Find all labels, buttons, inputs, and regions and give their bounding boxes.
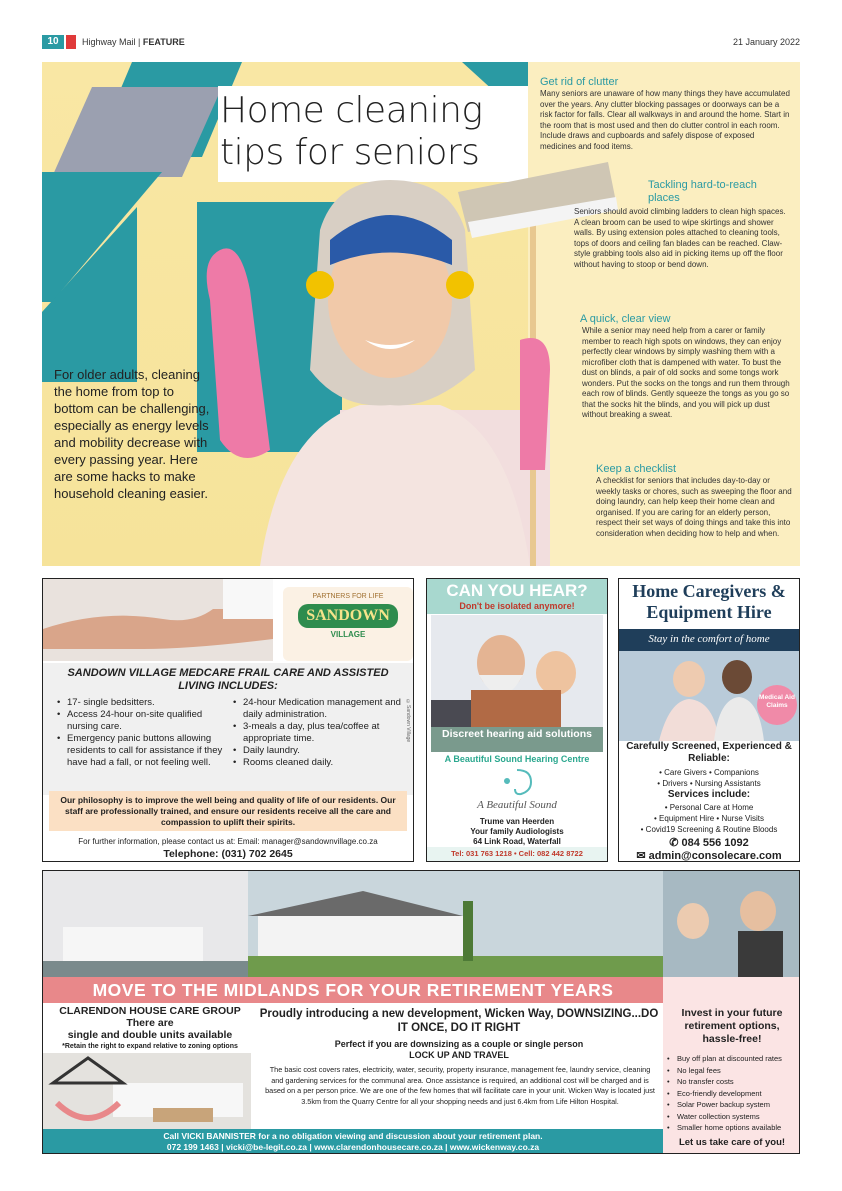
sandown-village-ad (42, 578, 414, 862)
hear-details: Trume van Heerden Your family Audiologists 64 Link Road, Waterfall (470, 817, 564, 846)
section-body-reach: Seniors should avoid climbing ladders to clean high spaces. A clean broom can be used to wipe skirtings and shower walls. By using extension poles attached to cleaning tools, tops of doors and ceiling fan blades can be reached. Claw-style grabbing tools also aid in picking items up off the floor without having to stoop or bend down. (574, 207, 786, 269)
care-tagline: Stay in the comfort of home (648, 633, 770, 645)
hear-logo: A Beautiful Sound (477, 799, 557, 811)
hear-title: CAN YOU HEAR? (446, 581, 588, 600)
care-phone: ✆ 084 556 1092 (669, 837, 749, 849)
ear-logo-icon (497, 767, 537, 797)
list-item: • Eco-friendly development (667, 1088, 797, 1100)
list-item: • No legal fees (667, 1065, 797, 1077)
retirement-photos (43, 871, 799, 977)
list-item: • Smaller home options available (667, 1122, 797, 1134)
list-item: • Water collection systems (667, 1111, 797, 1123)
invest-bullets (667, 1053, 797, 1134)
care-roles: • Care Givers • Companions • Drivers • Nursing Assistants (657, 768, 761, 788)
wicken-body: The basic cost covers rates, electricity, water, security, property insurance, management fee, laundry service, cleaning and gardening services for the communal area. Once assistance is required, an additional cost will be charged and is based on a per person price. We are one of the few homes that will facilitate care in your unit. Wicken Way is located just 3.5km from the Quarry Centre for all your shopping needs and just 6.4km from Life Hilton Hospital. (265, 1065, 655, 1106)
invest-title: Invest in your future retirement options, hassle-free! (681, 1007, 783, 1045)
sandown-title: SANDOWN VILLAGE MEDCARE FRAIL CARE AND ASSISTED LIVING INCLUDES: (67, 667, 389, 692)
hear-company: A Beautiful Sound Hearing Centre (444, 754, 590, 764)
sandown-left-list (57, 697, 225, 769)
lounge-photo (43, 1053, 251, 1131)
list-item: • Buy off plan at discounted rates (667, 1053, 797, 1065)
grandfather-child-photo (431, 615, 603, 727)
section-body-view: While a senior may need help from a carer or family member to reach high spots on windows, they can enjoy perfectly clear windows by simply washing them with a microfiber cloth that is dampened with water. To bust the dust on blinds, a pair of old socks and some tongs work wonders. Put the socks on the tongs and run them through each row of blinds. Gently squeeze the tongs as you go so that the socks hit the blinds, and you will pick up dust without breaking a sweat. (582, 326, 790, 419)
care-services-title: Services include: (667, 789, 751, 800)
care-services: • Personal Care at Home • Equipment Hire • Nurse Visits • Covid19 Screening & Routine Bloods (640, 803, 778, 834)
care-title: Home Caregivers & Equipment Hire (632, 581, 786, 622)
section-title-view: A quick, clear view (580, 313, 671, 325)
wicken-perfect: Perfect if you are downsizing as a couple or single person (334, 1039, 584, 1049)
invest-slogan: Let us take care of you! (678, 1137, 786, 1148)
header-accent (66, 35, 76, 49)
sandown-phone: Telephone: (031) 702 2645 (163, 848, 293, 860)
section-title-checklist: Keep a checklist (596, 463, 677, 475)
list-item: • No transfer costs (667, 1076, 797, 1088)
hearing-centre-ad (426, 578, 608, 862)
list-item: • Rooms cleaned daily. (233, 757, 401, 769)
hear-phones: Tel: 031 763 1218 • Cell: 082 442 8722 (427, 847, 607, 861)
list-item: • Solar Power backup system (667, 1099, 797, 1111)
midlands-retirement-ad (42, 870, 800, 1154)
list-item: • 24-hour Medication management and daily administration. (233, 697, 401, 721)
section-body-checklist: A checklist for seniors that includes day-to-day or weekly tasks or chores, such as sweeping the floor and doing laundry, can help keep their home clean and organised. If you are caring for an elderly person, respect their set ways of doing things and take this into consideration when deciding how to help and when. (596, 476, 792, 538)
publication-name: Highway Mail | FEATURE (82, 37, 185, 47)
clarendon-block: CLARENDON HOUSE CARE GROUP There are single and double units available (59, 1005, 241, 1041)
page-number: 10 (42, 35, 64, 49)
care-email: ✉ admin@consolecare.com (636, 850, 782, 862)
section-title-clutter: Get rid of clutter (540, 76, 619, 88)
list-item: • 3-meals a day, plus tea/coffee at appropriate time. (233, 721, 401, 745)
care-screened: Carefully Screened, Experienced & Reliable: (626, 741, 792, 764)
photo-credit: ©Sandown Village (405, 699, 411, 743)
sandown-contact: For further information, please contact us at: Email: manager@sandownvillage.co.za (78, 837, 378, 846)
list-item: • Daily laundry. (233, 745, 401, 757)
feature-headline: Home cleaning tips for seniors (220, 90, 483, 173)
midlands-contact-bar: Call VICKI BANNISTER for a no obligation viewing and discussion about your retirement plan. 072 199 1463 | vicki@be-legit.co.za | www.clarendonhousecare.co.za | www.wickenway.co.za (43, 1129, 663, 1154)
hear-banner: Discreet hearing aid solutions (431, 727, 603, 752)
wicken-headline: Proudly introducing a new development, Wicken Way, DOWNSIZING...DO IT ONCE, DO IT RIGHT (259, 1008, 659, 1034)
sandown-philosophy: Our philosophy is to improve the well being and quality of life of our residents. Our staff are professionally trained, and ensure our residents receive all the care and compassion to uplift their spirits. (49, 791, 407, 831)
midlands-banner: MOVE TO THE MIDLANDS FOR YOUR RETIREMENT YEARS (43, 977, 663, 1003)
sandown-right-list (233, 697, 401, 769)
wicken-lock: LOCK UP AND TRAVEL (409, 1050, 509, 1060)
list-item: • 17- single bedsitters. (57, 697, 225, 709)
medical-aid-badge: Medical Aid Claims (757, 685, 797, 725)
feature-intro: For older adults, cleaning the home from top to bottom can be challenging, especially as energy levels and mobility decrease with every passing year. Here are some hacks to make household cleaning easier. (54, 367, 210, 501)
list-item: • Access 24-hour on-site qualified nursing care. (57, 709, 225, 733)
list-item: • Emergency panic buttons allowing residents to call for assistance if they have had a fall, or not feeling well. (57, 733, 225, 769)
section-body-clutter: Many seniors are unaware of how many things they have accumulated over the years. Any clutter blocking passages or doorways can be a risk factor for falls. Clear all walkways in and around the home. Start in the room that is most used and then do clutter control in each room. Include draws and cupboards and safely dispose of exposed medicines and food items. (540, 89, 790, 151)
hands-photo (43, 579, 273, 661)
home-caregivers-ad (618, 578, 800, 862)
issue-date: 21 January 2022 (732, 37, 800, 47)
sandown-logo: PARTNERS FOR LIFE SANDOWN VILLAGE (283, 587, 413, 661)
hear-subtitle: Don't be isolated anymore! (459, 601, 575, 611)
clarendon-retain: *Retain the right to expand relative to zoning options (62, 1043, 238, 1050)
section-title-reach: Tackling hard-to-reach places (648, 179, 757, 204)
